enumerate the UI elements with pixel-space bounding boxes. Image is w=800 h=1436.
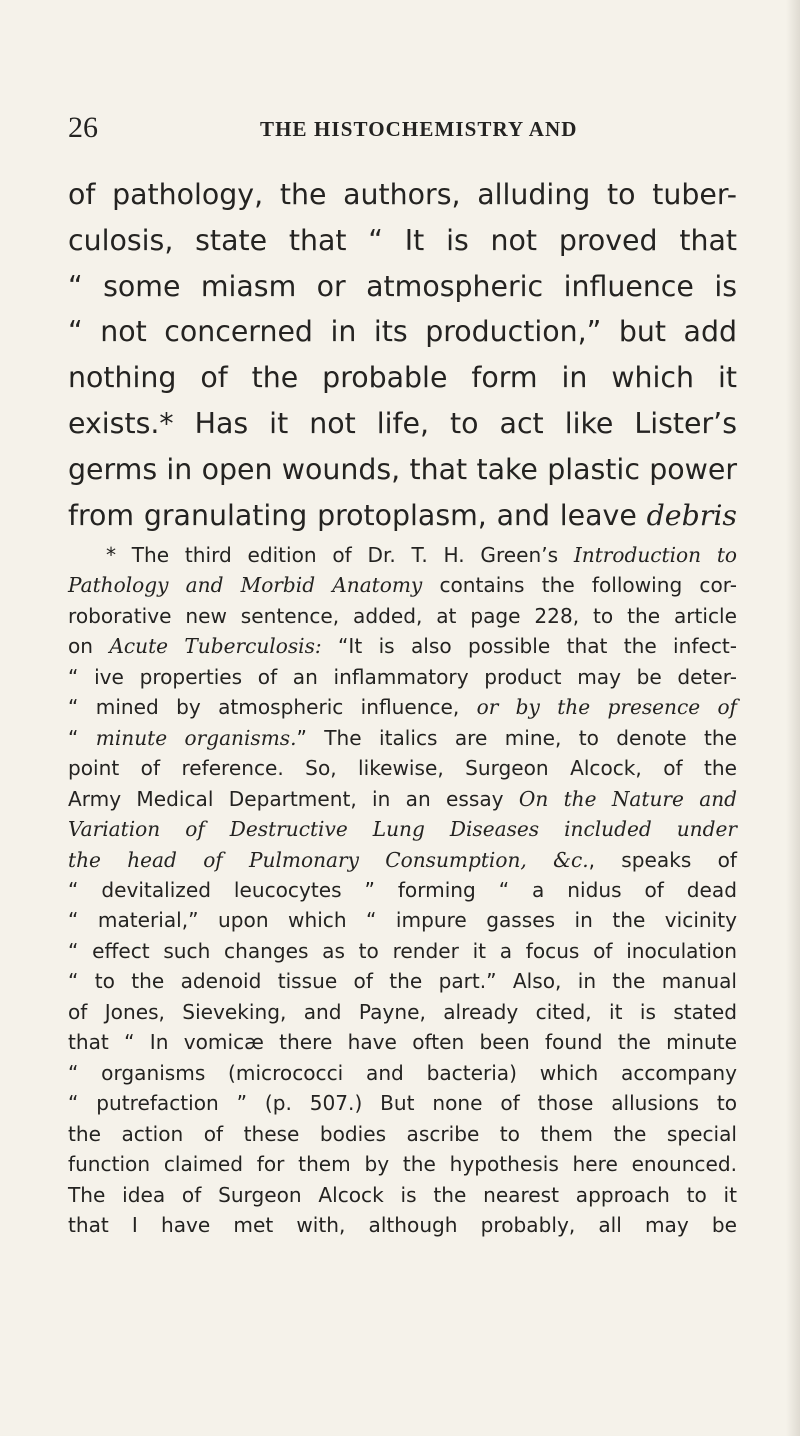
footnote-line: the action of these bodies ascribe to them the special xyxy=(68,1121,737,1146)
text-segment: from granulating protoplasm, and leave xyxy=(68,498,647,532)
footnote-line: “ material,” upon which “ impure gasses in the vicinity xyxy=(68,908,737,933)
text-line: nothing of the probable form in which it xyxy=(68,361,737,395)
text-line: “ not concerned in its production,” but add xyxy=(68,315,737,349)
text-line: of pathology, the authors, alluding to tuber- xyxy=(68,178,737,211)
footnote-line xyxy=(68,540,737,570)
footnote-line: Variation of Destructive Lung Diseases included under xyxy=(68,817,737,842)
footnote-line xyxy=(68,723,737,753)
text-line: culosis, state that “ It is not proved that xyxy=(68,223,737,257)
italic-text: On the Nature and xyxy=(518,786,737,811)
footnote-line: “ putrefaction ” (p. 507.) But none of those allusions to xyxy=(68,1091,737,1116)
footnote-line: point of reference. So, likewise, Surgeon Alcock, of the xyxy=(68,756,737,781)
page-number: 26 xyxy=(68,111,98,144)
italic-text: the head of Pulmonary Consumption, &c. xyxy=(68,847,589,872)
footnote-line xyxy=(68,784,737,814)
text-segment: on xyxy=(68,634,110,659)
footnote-line: “ to the adenoid tissue of the part.” Also, in the manual xyxy=(68,969,737,994)
text-segment: “It is also possible that the infect- xyxy=(321,634,737,659)
footnote-line: function claimed for them by the hypothesis here enounced. xyxy=(68,1152,737,1177)
italic-text: debris xyxy=(646,498,737,532)
footnote-line xyxy=(68,631,737,661)
text-segment: contains the following cor- xyxy=(422,573,737,598)
text-segment: “ xyxy=(68,725,96,750)
italic-text: Acute Tuberculosis: xyxy=(109,634,322,659)
text-segment: * The third edition of Dr. T. H. Green’s xyxy=(106,543,574,567)
italic-text: Pathology and Morbid Anatomy xyxy=(68,573,423,598)
running-head xyxy=(68,112,740,144)
footnote-line: “ effect such changes as to render it a focus of inoculation xyxy=(68,938,737,963)
text-line: germs in open wounds, that take plastic power xyxy=(68,452,737,486)
italic-text: Introduction to xyxy=(573,543,737,567)
text-segment: ” The italics are mine, to denote the xyxy=(296,725,737,750)
text-segment: , speaks of xyxy=(588,847,737,872)
italic-text: or by the presence of xyxy=(476,695,737,720)
footnote-line xyxy=(68,845,737,875)
footnote-line: “ devitalized leucocytes ” forming “ a nidus of dead xyxy=(68,877,737,902)
text-line: exists.* Has it not life, to act like Lister’s xyxy=(68,406,737,440)
footnote-line: that I have met with, although probably, all may be xyxy=(68,1212,737,1237)
running-title: THE HISTOCHEMISTRY AND xyxy=(260,117,578,141)
footnote-line: that “ In vomicæ there have often been found the minute xyxy=(68,1030,737,1055)
text-segment: “ mined by atmospheric influence, xyxy=(68,695,477,720)
page-edge-shadow xyxy=(786,0,800,1436)
footnote-line xyxy=(68,570,737,600)
footnote-line: roborative new sentence, added, at page 228, to the article xyxy=(68,603,737,628)
text-line xyxy=(68,493,737,539)
text-line: “ some miasm or atmospheric influence is xyxy=(68,269,737,303)
text-segment: Army Medical Department, in an essay xyxy=(68,786,519,811)
footnote-line: “ ive properties of an inflammatory product may be deter- xyxy=(68,664,737,689)
footnote-line: of Jones, Sieveking, and Payne, already cited, it is stated xyxy=(68,999,737,1024)
footnote xyxy=(68,540,737,1240)
main-text xyxy=(68,172,737,538)
footnote-line xyxy=(68,692,737,722)
footnote-line: The idea of Surgeon Alcock is the nearest approach to it xyxy=(68,1182,737,1207)
footnote-line: “ organisms (micrococci and bacteria) which accompany xyxy=(68,1060,737,1085)
italic-text: minute organisms. xyxy=(95,725,297,750)
